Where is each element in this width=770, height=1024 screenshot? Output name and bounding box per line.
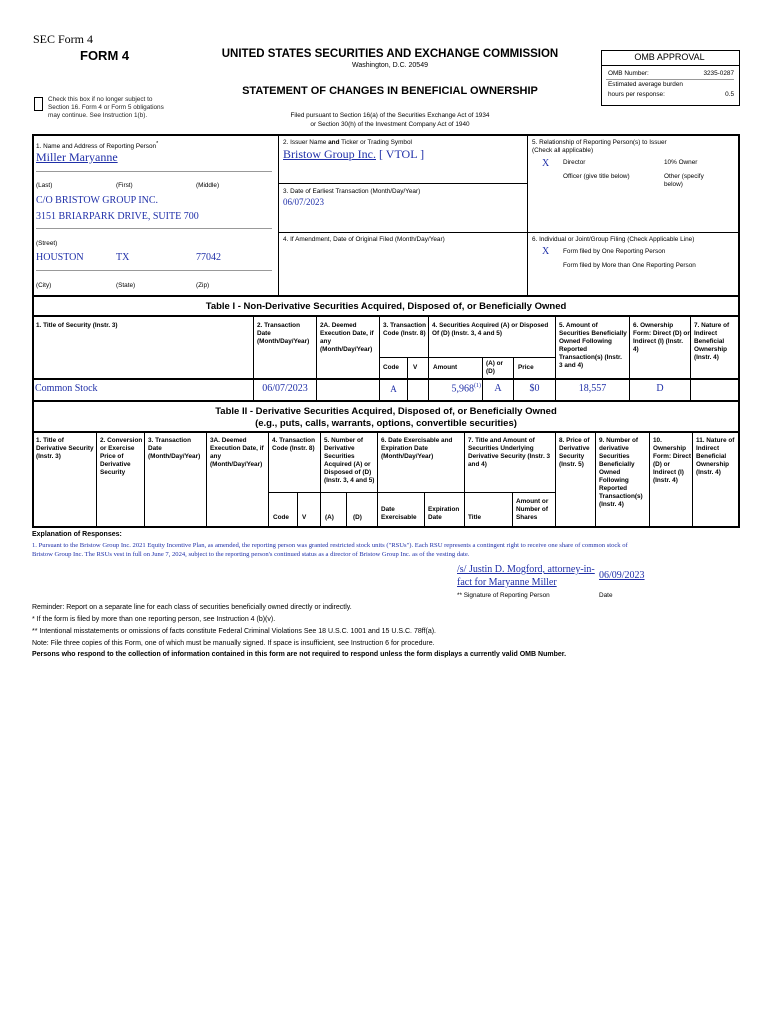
street-label: (Street) <box>36 240 58 247</box>
t1-row-amount: 5,968$^{(1)}$ <box>451 383 481 395</box>
omb-title: OMB APPROVAL <box>634 52 705 62</box>
t1-sub-amount: Amount <box>433 364 458 371</box>
middle-label: (Middle) <box>196 182 220 189</box>
t2-sub-date-exercisable: Date Exercisable <box>381 506 417 521</box>
agency-title: UNITED STATES SECURITIES AND EXCHANGE COMMISSION <box>221 48 559 60</box>
one-person-check[interactable]: X <box>542 246 550 257</box>
t1-row-title: Common Stock <box>35 383 98 394</box>
reminder-note: Reminder: Report on a separate line for each class of securities beneficially owned directly or indirectly. <box>32 604 352 611</box>
t1-row-aord: A <box>494 383 502 394</box>
note-3: Note: File three copies of this Form, one of which must be manually signed. If space is insufficient, see Instruction 6 for procedure. <box>32 640 435 647</box>
signature-line-1: /s/ Justin D. Mogford, attorney-in- <box>457 564 595 575</box>
note-1: * If the form is filed by more than one reporting person, see Instruction 4 (b)(v). <box>32 616 276 623</box>
omb-burden-label-2: hours per response: <box>608 91 665 98</box>
city-label: (City) <box>36 282 52 289</box>
t2-h2: 2. Conversion or Exercise Price of Derivative Security <box>100 437 143 476</box>
t2-sub-amount: Amount or Number of Shares <box>516 498 549 521</box>
box5-label-1: 5. Relationship of Reporting Person(s) to Issuer <box>532 139 667 146</box>
checkbox-note: Check this box if no longer subject to Section 16. Form 4 or Form 5 obligations may continue. See Instruction 1(b). <box>48 96 164 119</box>
note-2: ** Intentional misstatements or omissions of facts constitute Federal Criminal Violations See 18 U.S.C. 1001 and 15 U.S.C. 78ff(a). <box>32 628 436 635</box>
box5-label-2: (Check all applicable) <box>532 147 594 154</box>
other-label: Other (specify below) <box>664 173 704 188</box>
date-label: Date <box>599 592 613 599</box>
statement-title: STATEMENT OF CHANGES IN BENEFICIAL OWNERSHIP <box>242 85 538 97</box>
t1-sub-aord: (A) or (D) <box>486 360 504 375</box>
t2-sub-title: Title <box>468 514 482 521</box>
t1-sub-v: V <box>413 364 418 371</box>
director-label: Director <box>563 159 586 166</box>
t2-h3: 3. Transaction Date (Month/Day/Year) <box>148 437 201 460</box>
t2-h8: 8. Price of Derivative Security (Instr. 5) <box>559 437 590 468</box>
page-header: SEC Form 4 <box>33 32 94 46</box>
filed-pursuant-1: Filed pursuant to Section 16(a) of the Securities Exchange Act of 1934 <box>290 112 490 119</box>
address-line-2: 3151 BRIARPARK DRIVE, SUITE 700 <box>36 211 199 222</box>
t1-h1: 1. Title of Security (Instr. 3) <box>36 322 118 329</box>
zip-label: (Zip) <box>196 282 210 289</box>
t2-sub-a: (A) <box>325 514 334 521</box>
t1-row-owned: 18,557 <box>578 383 607 394</box>
footnote-1-line-2: Bristow Group Inc. The RSUs vest in full on June 7, 2024, subject to the reporting person's continued status as a director of Bristow Group Inc. as of the vesting date. <box>32 551 470 558</box>
table2-title-1: Table II - Derivative Securities Acquired, Disposed of, or Beneficially Owned <box>215 406 557 417</box>
t2-h11: 11. Nature of Indirect Beneficial Ownership (Instr. 4) <box>696 437 735 476</box>
t1-h3: 3. Transaction Code (Instr. 8) <box>383 322 426 337</box>
box4-label: 4. If Amendment, Date of Original Filed (Month/Day/Year) <box>283 236 445 243</box>
t2-h7: 7. Title and Amount of Securities Underlying Derivative Security (Instr. 3 and 4) <box>468 437 551 468</box>
t1-h7: 7. Nature of Indirect Beneficial Ownership (Instr. 4) <box>694 322 730 361</box>
signature-line-2: fact for Maryanne Miller <box>457 577 557 588</box>
box1-label: 1. Name and Address of Reporting Person* <box>36 141 159 151</box>
omb-number-value: 3235-0287 <box>703 70 734 77</box>
explanation-heading: Explanation of Responses: <box>32 531 122 538</box>
ten-pct-owner-label: 10% Owner <box>664 159 698 166</box>
city-value: HOUSTON <box>36 252 84 263</box>
footnote-1-line-1: 1. Pursuant to the Bristow Group Inc. 2021 Equity Incentive Plan, as amended, the reporting person was granted restricted stock units ("RSUs"). Each RSU represents a contingent right to receive one share of common stock of <box>32 542 628 549</box>
t2-sub-v: V <box>302 514 307 521</box>
issuer-name[interactable]: Bristow Group Inc. [ VTOL ] <box>283 147 425 161</box>
form-title: FORM 4 <box>80 48 130 63</box>
t2-h4: 4. Transaction Code (Instr. 8) <box>272 437 315 452</box>
t2-h10: 10. Ownership Form: Direct (D) or Indirect (I) (Instr. 4) <box>653 437 691 484</box>
t1-h2a: 2A. Deemed Execution Date, if any (Month/Day/Year) <box>320 322 374 353</box>
t2-h1: 1. Title of Derivative Security (Instr. 3) <box>36 437 94 460</box>
earliest-transaction-date: 06/07/2023 <box>283 197 325 207</box>
more-persons-label: Form filed by More than One Reporting Person <box>563 262 696 269</box>
signature-label: ** Signature of Reporting Person <box>457 592 550 599</box>
omb-burden-label-1: Estimated average burden <box>608 81 683 88</box>
agency-location: Washington, D.C. 20549 <box>351 62 428 69</box>
note-4: Persons who respond to the collection of information contained in this form are not required to respond unless the form displays a currently valid OMB Number. <box>32 651 567 658</box>
t2-h9: 9. Number of derivative Securities Beneficially Owned Following Reported Transaction(s) (Instr. 4) <box>599 437 643 508</box>
officer-label: Officer (give title below) <box>563 173 630 180</box>
t1-h4: 4. Securities Acquired (A) or Disposed Of (D) (Instr. 3, 4 and 5) <box>432 322 549 337</box>
address-line-1: C/O BRISTOW GROUP INC. <box>36 195 159 206</box>
t2-h5: 5. Number of Derivative Securities Acquired (A) or Disposed of (D) (Instr. 3, 4 and 5) <box>324 437 375 484</box>
t1-h2: 2. Transaction Date (Month/Day/Year) <box>257 322 310 345</box>
state-value: TX <box>116 252 130 263</box>
table2-title-2: (e.g., puts, calls, warrants, options, convertible securities) <box>255 418 517 429</box>
t1-h5: 5. Amount of Securities Beneficially Owned Following Reported Transaction(s) (Instr. 3 and 4) <box>559 322 627 369</box>
t1-h6: 6. Ownership Form: Direct (D) or Indirect (I) (Instr. 4) <box>633 322 690 353</box>
box6-label: 6. Individual or Joint/Group Filing (Check Applicable Line) <box>532 236 695 243</box>
box3-label: 3. Date of Earliest Transaction (Month/Day/Year) <box>283 188 421 195</box>
table1-title: Table I - Non-Derivative Securities Acquired, Disposed of, or Beneficially Owned <box>205 301 567 312</box>
last-label: (Last) <box>36 182 53 189</box>
first-label: (First) <box>116 182 133 189</box>
t2-sub-code: Code <box>273 514 289 521</box>
t1-row-price: $0 <box>529 383 540 394</box>
zip-value: 77042 <box>196 252 221 263</box>
t1-sub-code: Code <box>383 364 399 371</box>
t2-h3a: 3A. Deemed Execution Date, if any (Month/Day/Year) <box>210 437 264 468</box>
section16-checkbox[interactable] <box>34 97 43 111</box>
state-label: (State) <box>116 282 136 289</box>
t1-row-code: A <box>390 384 397 394</box>
director-check[interactable]: X <box>542 158 550 169</box>
t1-row-form: D <box>656 383 664 394</box>
one-person-label: Form filed by One Reporting Person <box>563 248 666 255</box>
box2-label: 2. Issuer Name and Ticker or Trading Symbol <box>283 139 412 146</box>
omb-burden-value: 0.5 <box>725 91 734 98</box>
signature-date: 06/09/2023 <box>599 570 645 581</box>
reporting-person-name[interactable]: Miller Maryanne <box>36 150 118 164</box>
t1-row-date: 06/07/2023 <box>262 383 308 394</box>
filed-pursuant-2: or Section 30(h) of the Investment Company Act of 1940 <box>310 121 470 128</box>
t2-sub-expiration: Expiration Date <box>428 506 460 521</box>
t2-sub-d: (D) <box>353 514 362 521</box>
omb-number-label: OMB Number: <box>608 70 649 77</box>
t1-sub-price: Price <box>518 364 534 371</box>
t2-h6: 6. Date Exercisable and Expiration Date (Month/Day/Year) <box>381 437 453 460</box>
